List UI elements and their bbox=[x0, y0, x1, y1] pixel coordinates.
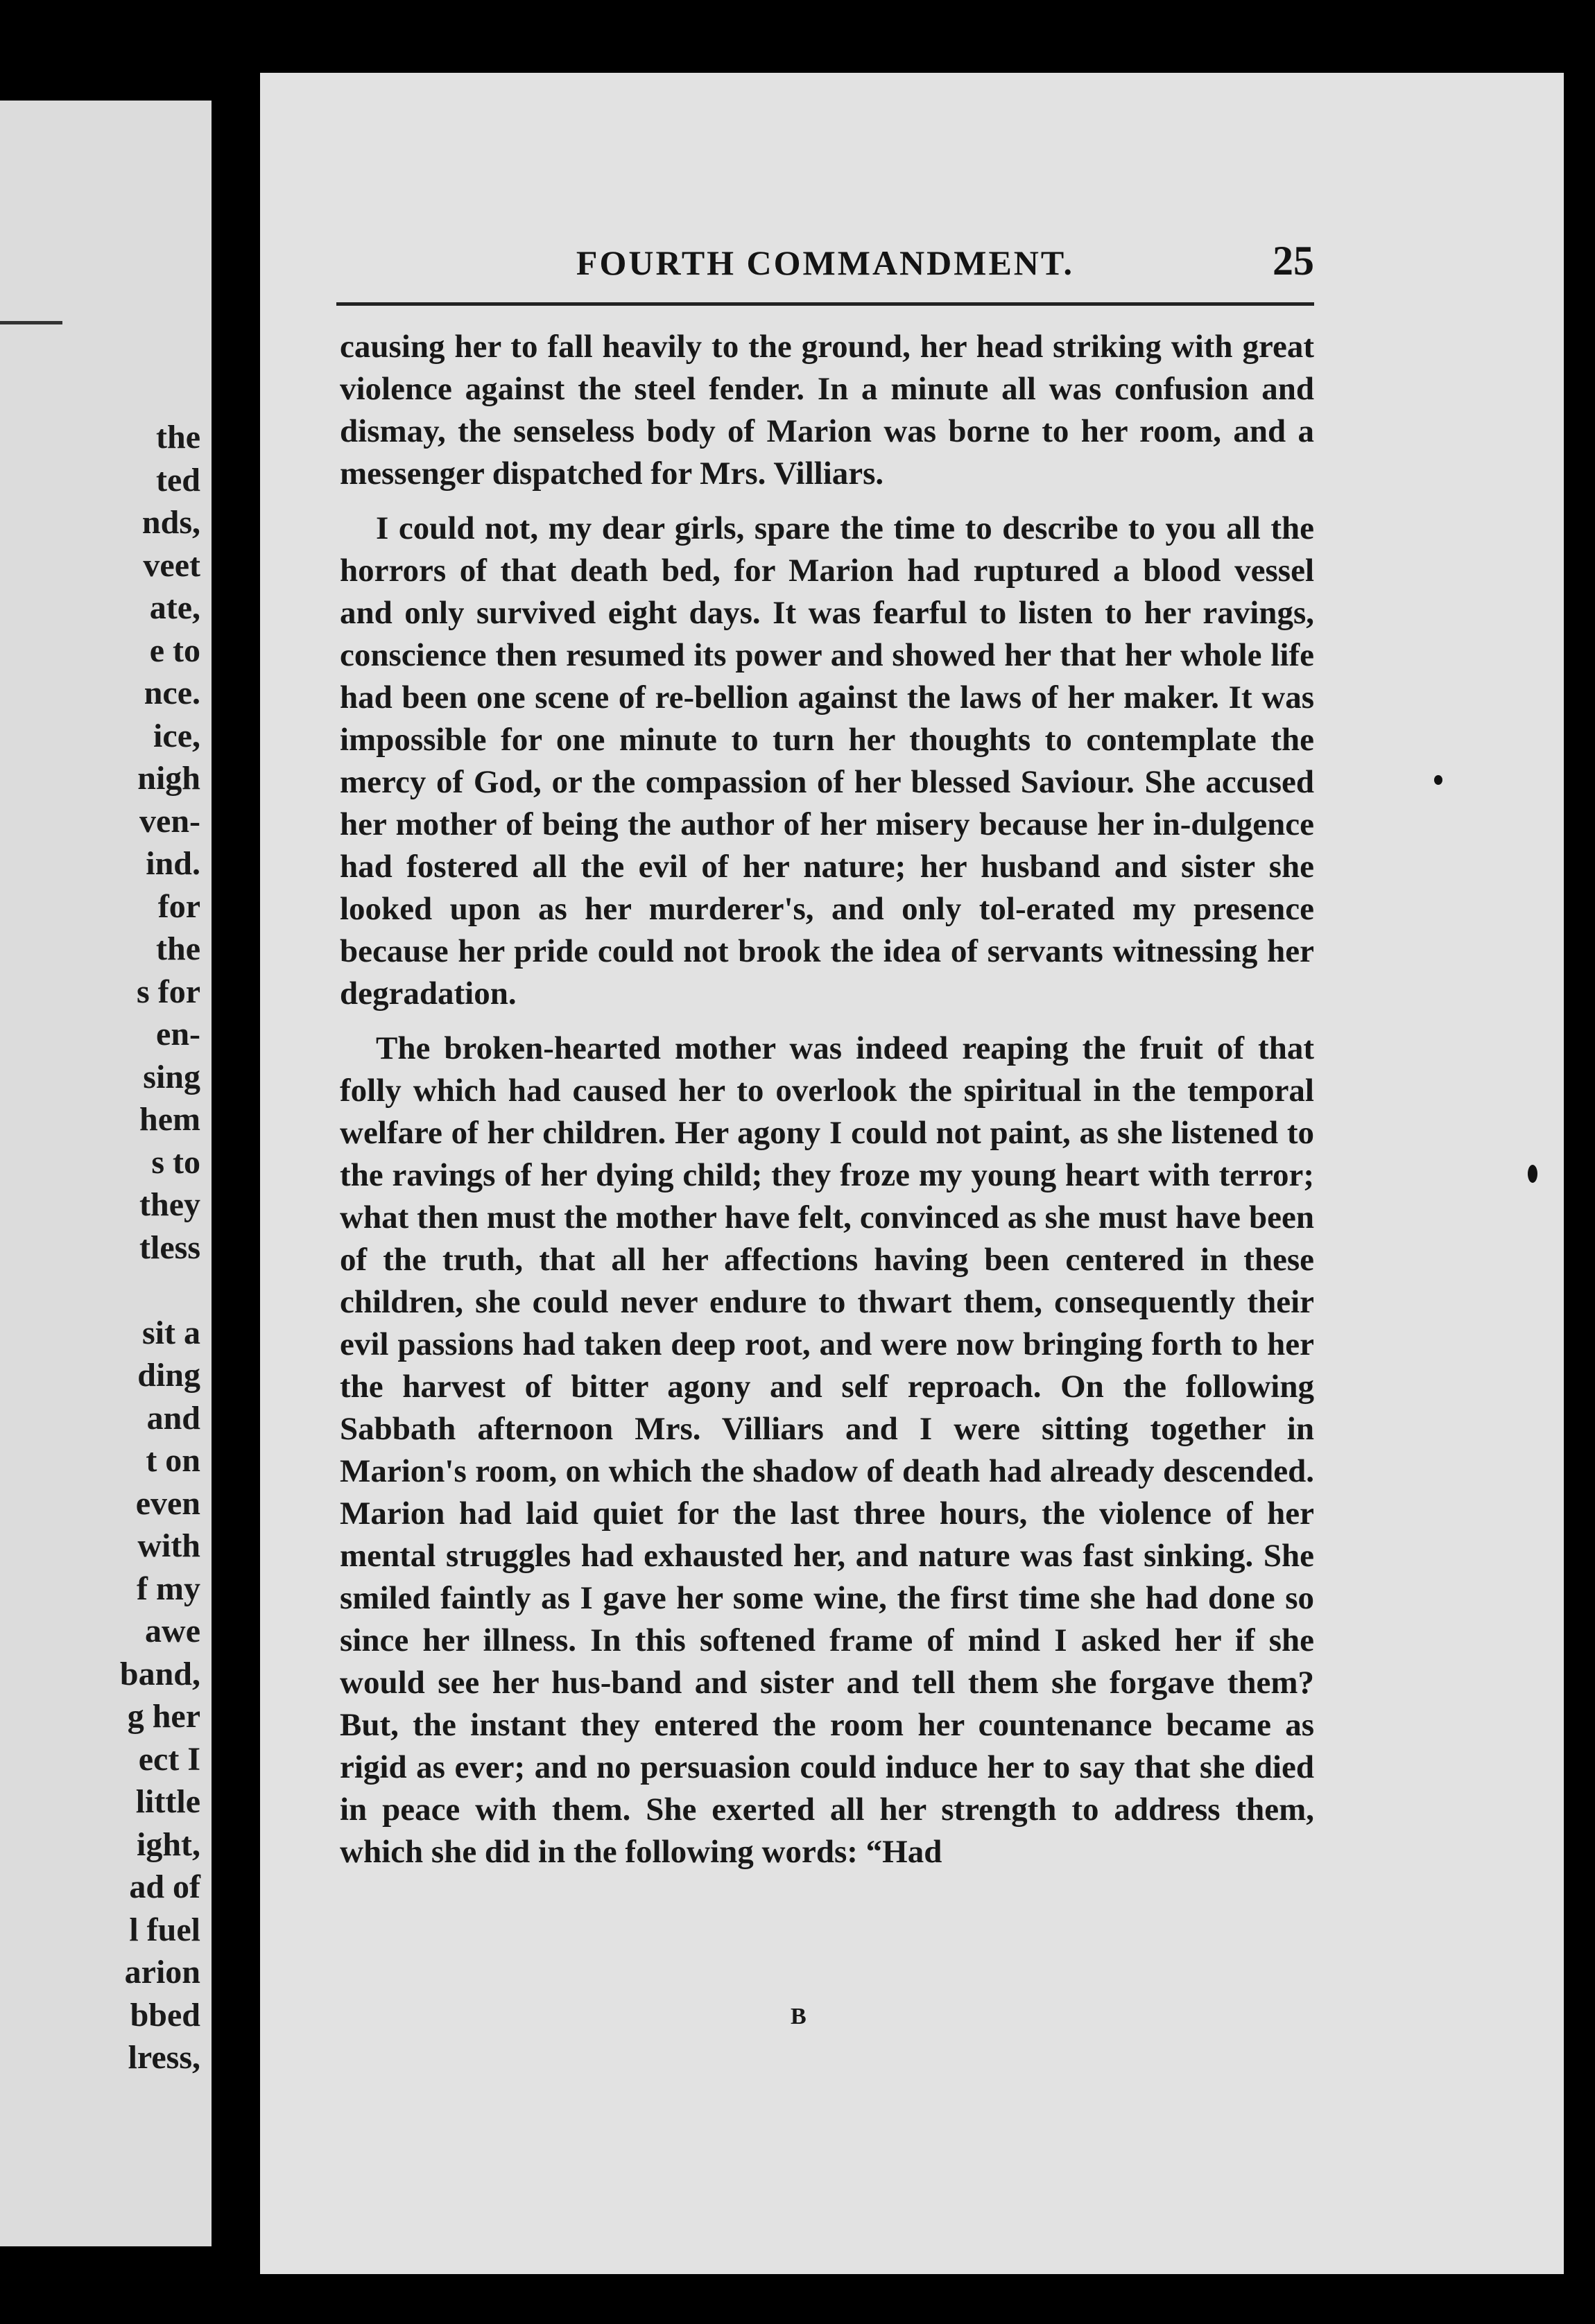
facing-page-line: nce. bbox=[144, 675, 200, 711]
facing-page-line: the bbox=[156, 419, 200, 456]
facing-page-line: tless bbox=[139, 1229, 200, 1266]
page-number: 25 bbox=[1273, 238, 1314, 284]
facing-page-line: with bbox=[137, 1527, 200, 1564]
facing-page-line: even bbox=[135, 1484, 200, 1522]
facing-page-rule bbox=[0, 321, 62, 324]
facing-page-line: veet bbox=[143, 546, 200, 584]
signature-mark: B bbox=[791, 2004, 807, 2029]
facing-page-line: sit a bbox=[142, 1314, 200, 1351]
facing-page-line: t on bbox=[146, 1442, 200, 1479]
page-header bbox=[336, 238, 1314, 291]
facing-page-line: sing bbox=[143, 1058, 200, 1095]
facing-page-line: awe bbox=[145, 1613, 200, 1649]
ink-speck bbox=[1528, 1165, 1537, 1183]
facing-page-line: the bbox=[156, 930, 200, 967]
facing-page-line: bbed bbox=[130, 1996, 200, 2034]
book-gutter bbox=[212, 0, 260, 2324]
facing-page-line: ect I bbox=[138, 1740, 200, 1778]
facing-page-line: and bbox=[146, 1399, 200, 1437]
facing-page-line: arion bbox=[124, 1954, 200, 1991]
facing-page-line: l fuel bbox=[129, 1911, 200, 1948]
facing-page-line: nds, bbox=[141, 504, 200, 541]
facing-page-line: little bbox=[135, 1783, 200, 1820]
facing-page-line: f my bbox=[137, 1570, 200, 1607]
facing-page-line: s to bbox=[151, 1143, 200, 1181]
paragraph-3: The broken-hearted mother was indeed reaping the fruit of that folly which had caused her to overlook the spiritual in the temporal welfare of her children. Her agony I could not paint, as she listened to the ravings of her dying child; they froze my young heart with terror; what then must the mother have felt, convinced as she must have been of the truth, that all her affections having been centered in these children, she could never endure to thwart them, consequently their evil passions had taken deep root, and were now bringing forth to her the harvest of bitter agony and self reproach. On the following Sabbath afternoon Mrs. Villiars and I were sitting together in Marion's room, on which the shadow of death had already descended. Marion had laid quiet for the last three hours, the violence of her mental struggles had exhausted her, and nature was fast sinking. She smiled faintly as I gave her some wine, the first time she had done so since her illness. In this softened frame of mind I asked her if she would see her hus-band and sister and tell them she forgave them? But, the instant they entered the room her countenance became as rigid as ever; and no persuasion could induce her to say that she died in peace with them. She exerted all her strength to address them, which she did in the following words: “Had bbox=[340, 1030, 1314, 1870]
facing-page-line: for bbox=[157, 887, 200, 925]
facing-page-fragment bbox=[0, 101, 212, 2246]
ink-speck bbox=[1434, 775, 1442, 785]
paragraph-1: causing her to fall heavily to the ground, her head striking with great violence against the steel fender. In a minute all was confusion and dismay, the senseless body of Marion was borne to her room, and a messenger dispatched for Mrs. Villiars. bbox=[340, 329, 1314, 492]
facing-page-line: ad of bbox=[129, 1868, 200, 1905]
facing-page-line: g her bbox=[127, 1698, 200, 1735]
header-rule bbox=[336, 302, 1314, 306]
facing-page-line: hem bbox=[139, 1101, 200, 1138]
facing-page-line: ding bbox=[137, 1357, 200, 1394]
facing-page-line: s for bbox=[137, 973, 200, 1010]
facing-page-line: e to bbox=[149, 632, 200, 669]
facing-page-line: nigh bbox=[137, 760, 200, 797]
facing-page-line: they bbox=[139, 1186, 200, 1223]
facing-page-line-ends bbox=[120, 416, 200, 2079]
facing-page-line bbox=[120, 1269, 200, 1312]
running-head: FOURTH COMMANDMENT. bbox=[576, 243, 1075, 282]
facing-page-line: ted bbox=[156, 461, 200, 498]
facing-page-line: ven- bbox=[139, 802, 200, 840]
facing-page-line: ind. bbox=[146, 845, 200, 882]
facing-page-line: ate, bbox=[149, 589, 200, 626]
facing-page-line: band, bbox=[119, 1655, 200, 1692]
facing-page-line: en- bbox=[156, 1016, 200, 1052]
facing-page-line: lress, bbox=[128, 2039, 200, 2076]
facing-page-line: ight, bbox=[136, 1826, 200, 1863]
scan-background bbox=[1564, 0, 1595, 2324]
body-text bbox=[340, 326, 1314, 1886]
facing-page-line: ice, bbox=[153, 717, 200, 754]
paragraph-2: I could not, my dear girls, spare the time to describe to you all the horrors of that death bed, for Marion had ruptured a blood vessel and only survived eight days. It was fearful to listen to her ravings, conscience then resumed its power and showed her that her whole life had been one scene of re-bellion against the laws of her maker. It was impossible for one minute to turn her thoughts to contemplate the mercy of God, or the compassion of her blessed Saviour. She accused her mother of being the author of her misery because her in-dulgence had fostered all the evil of her nature; her husband and sister she looked upon as her murderer's, and only tol-erated my presence because her pride could not brook the idea of servants witnessing her degradation. bbox=[340, 510, 1314, 1012]
